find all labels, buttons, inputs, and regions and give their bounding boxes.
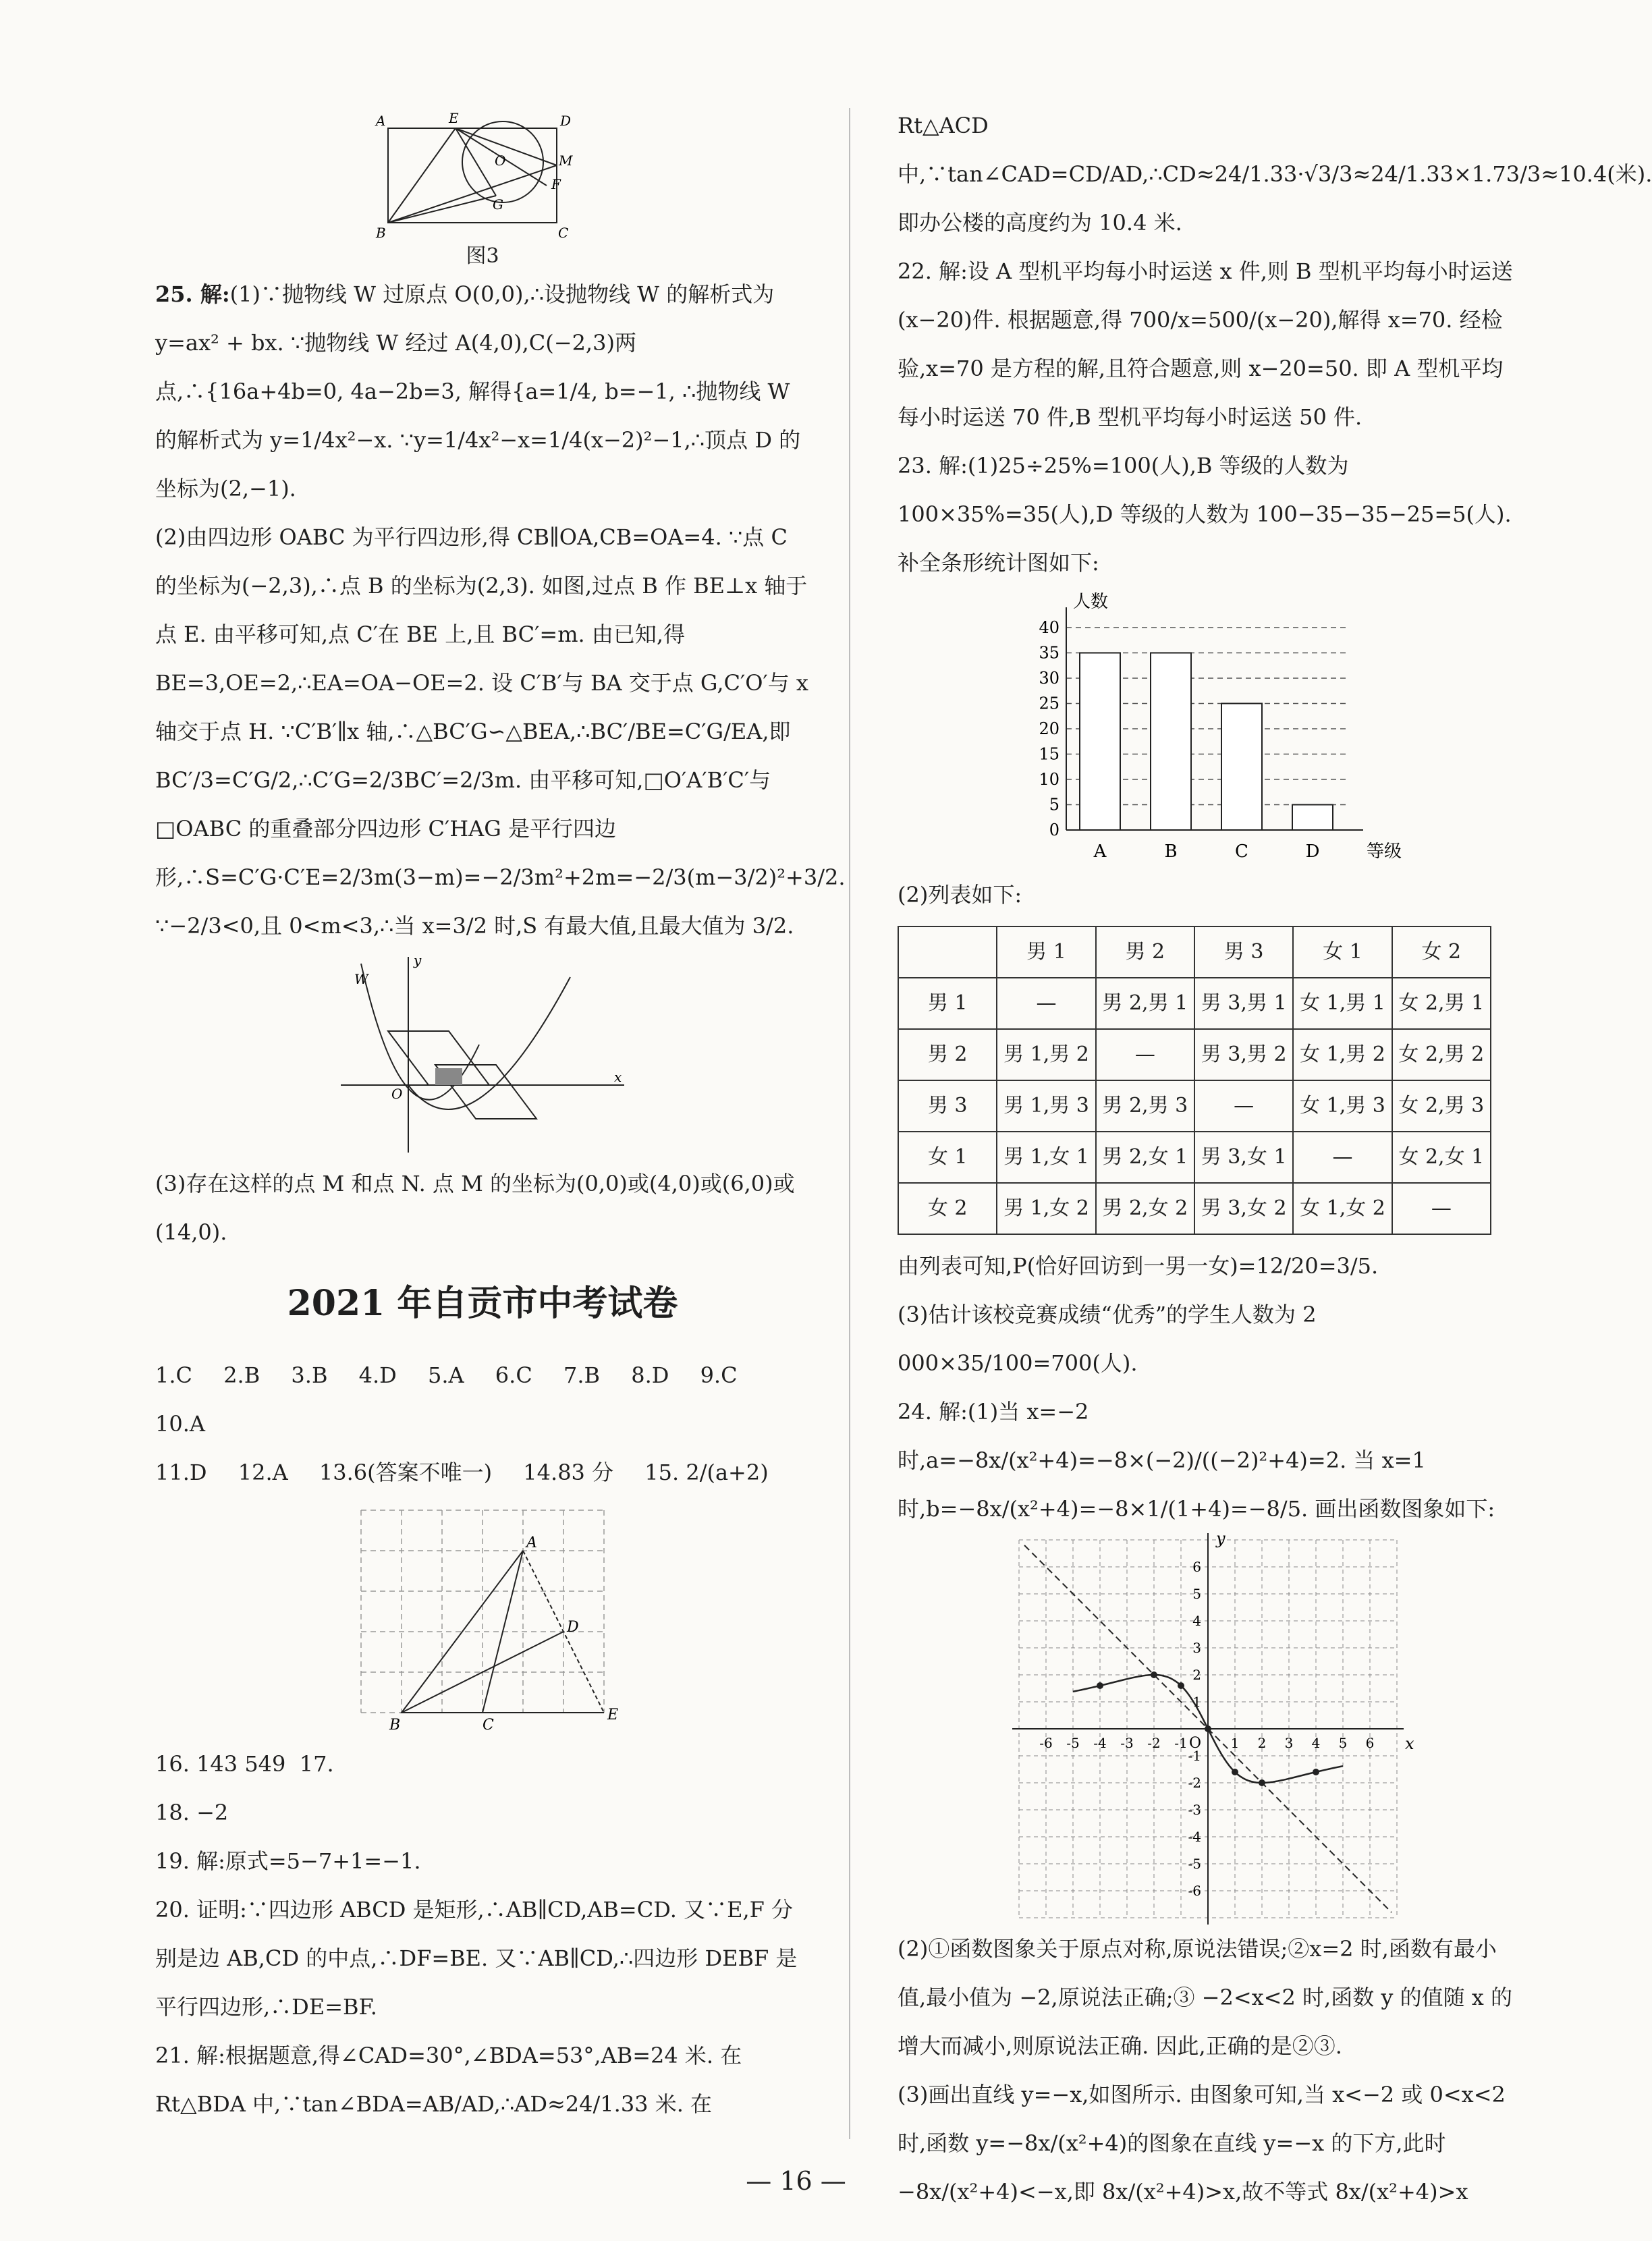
y-tick-label: 3: [1192, 1640, 1201, 1656]
y-tick-label: 10: [1039, 770, 1059, 789]
table-row: [898, 1080, 1491, 1132]
table-cell: —: [1096, 1029, 1194, 1080]
table-row: [898, 1029, 1491, 1080]
graph-label-o: O: [391, 1086, 403, 1102]
table-cell: 女 1: [898, 1132, 997, 1183]
x-tick-label: -6: [1039, 1735, 1053, 1751]
table-cell: 男 3,男 2: [1194, 1029, 1293, 1080]
curve-point: [1097, 1682, 1103, 1689]
x-tick-label: -1: [1174, 1735, 1188, 1751]
table-cell: 男 2,男 1: [1096, 978, 1194, 1029]
q23-part4: (3)估计该校竞赛成绩“优秀”的学生人数为 2 000×35/100=700(人).: [898, 1302, 1317, 1376]
y-tick-label: 5: [1049, 795, 1059, 814]
table-cell: 男 1,男 2: [997, 1029, 1095, 1080]
pairing-table: [898, 926, 1491, 1235]
table-cell: 男 3,女 2: [1194, 1183, 1293, 1234]
y-tick-label: -1: [1188, 1748, 1201, 1764]
table-cell: 女 1,男 1: [1293, 978, 1392, 1029]
x-tick-label: D: [1305, 841, 1320, 862]
x-axis-label: 等级: [1367, 841, 1402, 862]
column-divider: [849, 108, 850, 2139]
grid-label-e: E: [607, 1707, 619, 1723]
q24-part1: 24. 解:(1)当 x=−2 时,a=−8x/(x²+4)=−8×(−2)/((−2)²+4)=2. 当 x=1 时,b=−8x/(x²+4)=−8×1/(1+4)=−8/5. 画出函数图象如下:: [898, 1399, 1495, 1522]
x-tick-label: A: [1093, 841, 1107, 862]
q25-part1: [155, 270, 810, 513]
table-cell: 男 2,女 2: [1096, 1183, 1194, 1234]
y-tick-label: 1: [1192, 1694, 1201, 1710]
q25-part2: (2)由四边形 OABC 为平行四边形,得 CB∥OA,CB=OA=4. ∵点 C 的坐标为(−2,3),∴点 B 的坐标为(2,3). 如图,过点 B 作 BE⊥x 轴于点 E. 由平移可知,点 C′在 BE 上,且 BC′=m. 由已知,得 BE=3,OE=2,∴EA=OA−OE=2. 设 C′B′与 BA 交于点 G,C′O′与 x 轴交于点 H. ∵C′B′∥x 轴,∴△BC′G∽△BEA,∴BC′/BE=C′G/EA,即 BC′/3=C′G/2,∴C′G=2/3BC′=2/3m. 由平移可知,□O′A′B′C′与□OABC 的重叠部分四边形 C′HAG 是平行四边形,∴S=C′G·C′E=2/3m(3−m)=−2/3m²+2m=−2/3(m−3/2)²+3/2. ∵−2/3<0,且 0<m<3,∴当 x=3/2 时,S 有最大值,且最大值为 3/2.: [155, 524, 846, 939]
curve-point: [1313, 1769, 1319, 1775]
answer-item: 9.C: [700, 1362, 738, 1388]
table-header-cell: [898, 926, 997, 978]
fig3-label-d: D: [560, 113, 572, 129]
q19: 19. 解:原式=5−7+1=−1.: [155, 1848, 421, 1874]
table-cell: 男 2,女 1: [1096, 1132, 1194, 1183]
origin-label: O: [1189, 1735, 1202, 1752]
y-tick-label: 0: [1049, 821, 1059, 839]
x-tick-label: 1: [1230, 1735, 1240, 1751]
y-tick-label: -6: [1188, 1883, 1201, 1899]
table-cell: 男 1,女 2: [997, 1183, 1095, 1234]
figure-3: [361, 101, 604, 243]
table-cell: 男 1,男 3: [997, 1080, 1095, 1132]
x-tick-label: -3: [1120, 1735, 1134, 1751]
table-cell: —: [997, 978, 1095, 1029]
grid-label-c: C: [483, 1717, 494, 1734]
fig3-label-c: C: [558, 225, 569, 241]
fig3-label-o: O: [495, 153, 506, 169]
q23-part2: (2)列表如下:: [898, 882, 1022, 908]
exam-title: 2021 年自贡市中考试卷: [287, 1283, 678, 1324]
q20: 20. 证明:∵四边形 ABCD 是矩形,∴AB∥CD,AB=CD. 又∵E,F 分别是边 AB,CD 的中点,∴DF=BE. 又∵AB∥CD,∴四边形 DEBF 是平行四边形,∴DE=BF.: [155, 1897, 798, 2020]
table-header-cell: 男 3: [1194, 926, 1293, 978]
q24-part2: (2)①函数图象关于原点对称,原说法错误;②x=2 时,函数有最小值,最小值为 −2,原说法正确;③ −2<x<2 时,函数 y 的值随 x 的增大而减小,则原说法正确. 因此,正确的是②③.: [898, 1936, 1513, 2059]
y-tick-label: 40: [1039, 618, 1059, 637]
table-header-cell: 男 1: [997, 926, 1095, 978]
grid-label-a: A: [526, 1534, 537, 1551]
q23-part3: 由列表可知,P(恰好回访到一男一女)=12/20=3/5.: [898, 1253, 1379, 1279]
y-tick-label: 25: [1039, 694, 1059, 713]
answer-item: 6.C: [495, 1362, 532, 1388]
y-tick-label: 4: [1192, 1613, 1201, 1629]
x-tick-label: -4: [1093, 1735, 1107, 1751]
q23-part1: 23. 解:(1)25÷25%=100(人),B 等级的人数为 100×35%=35(人),D 等级的人数为 100−35−35−25=5(人). 补全条形统计图如下:: [898, 453, 1512, 576]
q24-part3: (3)画出直线 y=−x,如图所示. 由图象可知,当 x<−2 或 0<x<2 时,函数 y=−8x/(x²+4)的图象在直线 y=−x 的下方,此时−8x/(x²+4)<−x,即 8x/(x²+4)>x,故不等式 8x/(x²+4)>x: [898, 2082, 1506, 2205]
q21: 21. 解:根据题意,得∠CAD=30°,∠BDA=53°,AB=24 米. 在 Rt△BDA 中,∵tan∠BDA=AB/AD,∴AD≈24/1.33 米. 在: [155, 2043, 742, 2117]
x-tick-label: 6: [1365, 1735, 1375, 1751]
answer-item: 15. 2/(a+2): [644, 1460, 769, 1485]
bar-b: [1151, 653, 1191, 831]
y-tick-label: 20: [1039, 719, 1059, 738]
fig3-label-m: M: [559, 153, 573, 169]
y-tick-label: 5: [1192, 1586, 1201, 1602]
table-cell: 男 3,男 1: [1194, 978, 1293, 1029]
bar-a: [1080, 653, 1120, 831]
q25-head: 25. 解:: [155, 281, 230, 307]
table-cell: 女 1,男 3: [1293, 1080, 1392, 1132]
q18: 18. −2: [155, 1800, 229, 1825]
table-header-cell: 女 1: [1293, 926, 1392, 978]
bar-d: [1292, 805, 1333, 831]
left-column: [155, 101, 846, 2128]
table-cell: 女 2,男 3: [1392, 1080, 1491, 1132]
table-cell: 女 2: [898, 1183, 997, 1234]
fig3-label-f: F: [551, 176, 561, 192]
y-tick-label: 30: [1039, 669, 1059, 688]
x-axis-label: x: [1405, 1734, 1414, 1753]
answer-item: 10.A: [155, 1411, 205, 1437]
answers-row-2: [155, 1448, 810, 1497]
answer-item: 14.83 分: [523, 1460, 614, 1485]
y-tick-label: -4: [1188, 1829, 1201, 1845]
y-tick-label: -5: [1188, 1856, 1201, 1872]
x-tick-label: 2: [1257, 1735, 1267, 1751]
x-tick-label: 3: [1284, 1735, 1294, 1751]
answer-item: 8.D: [631, 1362, 669, 1388]
y-tick-label: 2: [1192, 1667, 1201, 1683]
table-cell: 女 2,女 1: [1392, 1132, 1491, 1183]
table-header-row: [898, 926, 1491, 978]
page-number: — 16 —: [746, 2166, 846, 2196]
answer-item: 5.A: [427, 1362, 464, 1388]
bar-c: [1221, 704, 1262, 831]
function-graph: [1006, 1529, 1414, 1925]
graph-label-x: x: [614, 1069, 622, 1085]
curve-point: [1232, 1769, 1238, 1775]
q25-part3: (3)存在这样的点 M 和点 N. 点 M 的坐标为(0,0)或(4,0)或(6,0)或(14,0).: [155, 1171, 795, 1245]
table-cell: —: [1293, 1132, 1392, 1183]
table-cell: 女 2,男 1: [1392, 978, 1491, 1029]
table-cell: 女 2,男 2: [1392, 1029, 1491, 1080]
fig3-label-g: G: [493, 196, 503, 213]
table-cell: 女 1,女 2: [1293, 1183, 1392, 1234]
right-column: [898, 101, 1652, 2216]
parabola-figure: [334, 950, 631, 1159]
bar-chart: [1019, 587, 1402, 870]
graph-label-w: W: [354, 971, 368, 987]
table-header-cell: 男 2: [1096, 926, 1194, 978]
x-tick-label: -5: [1066, 1735, 1080, 1751]
answer-item: 12.A: [238, 1460, 288, 1485]
grid-triangle-figure: [348, 1497, 617, 1740]
answer-item: 1.C: [155, 1362, 193, 1388]
table-cell: 男 2: [898, 1029, 997, 1080]
table-cell: —: [1392, 1183, 1491, 1234]
table-cell: —: [1194, 1080, 1293, 1132]
grid-label-d: D: [567, 1619, 579, 1636]
table-cell: 男 2,男 3: [1096, 1080, 1194, 1132]
grid-label-b: B: [389, 1717, 401, 1734]
y-axis-label: y: [1216, 1529, 1226, 1548]
q25-part1-text: (1)∵抛物线 W 过原点 O(0,0),∴设抛物线 W 的解析式为 y=ax² + bx. ∵抛物线 W 经过 A(4,0),C(−2,3)两点,∴{16a+4b=0, 4a−2b=3, 解得{a=1/4, b=−1, ∴抛物线 W 的解析式为 y=1/4x²−x. ∵y=1/4x²−x=1/4(x−2)²−1,∴顶点 D 的坐标为(2,−1).: [155, 281, 801, 501]
q16: 16. 143 549: [155, 1751, 286, 1777]
x-tick-label: 5: [1338, 1735, 1348, 1751]
fig3-label-b: B: [376, 225, 386, 241]
x-tick-label: -2: [1147, 1735, 1161, 1751]
table-row: [898, 1183, 1491, 1234]
q17: 17.: [299, 1751, 334, 1777]
y-tick-label: 15: [1039, 744, 1059, 764]
table-row: [898, 1132, 1491, 1183]
table-header-cell: 女 2: [1392, 926, 1491, 978]
y-tick-label: -2: [1188, 1775, 1201, 1791]
graph-label-y: y: [414, 952, 422, 968]
table-cell: 男 3: [898, 1080, 997, 1132]
table-cell: 女 1,男 2: [1293, 1029, 1392, 1080]
fig3-label-a: A: [376, 113, 386, 129]
y-axis-label: 人数: [1073, 592, 1109, 612]
answers-row-1: [155, 1351, 810, 1448]
y-tick-label: 6: [1192, 1559, 1201, 1575]
table-cell: 男 1,女 1: [997, 1132, 1095, 1183]
answer-item: 13.6(答案不唯一): [319, 1460, 493, 1485]
figure-3-caption: 图3: [466, 244, 499, 268]
fig3-label-e: E: [449, 110, 459, 126]
q22: 22. 解:设 A 型机平均每小时运送 x 件,则 B 型机平均每小时运送(x−20)件. 根据题意,得 700/x=500/(x−20),解得 x=70. 经检验,x=70 是方程的解,且符合题意,则 x−20=50. 即 A 型机平均每小时运送 70 件,B 型机平均每小时运送 50 件.: [898, 258, 1513, 430]
q21-continued: Rt△ACD 中,∵tan∠CAD=CD/AD,∴CD≈24/1.33·√3/3≈24/1.33×1.73/3≈10.4(米). 即办公楼的高度约为 10.4 米.: [898, 113, 1652, 236]
table-cell: 男 1: [898, 978, 997, 1029]
q16-17: [155, 1740, 810, 1788]
answer-item: 11.D: [155, 1460, 207, 1485]
curve-point: [1178, 1682, 1184, 1689]
x-tick-label: B: [1164, 841, 1178, 862]
y-tick-label: -3: [1188, 1802, 1201, 1818]
table-row: [898, 978, 1491, 1029]
x-tick-label: 4: [1311, 1735, 1321, 1751]
answer-item: 2.B: [223, 1362, 260, 1388]
y-tick-label: 35: [1039, 643, 1059, 663]
x-tick-label: C: [1235, 841, 1248, 862]
answer-item: 7.B: [563, 1362, 601, 1388]
table-cell: 男 3,女 1: [1194, 1132, 1293, 1183]
answer-item: 3.B: [291, 1362, 328, 1388]
answer-item: 4.D: [358, 1362, 397, 1388]
